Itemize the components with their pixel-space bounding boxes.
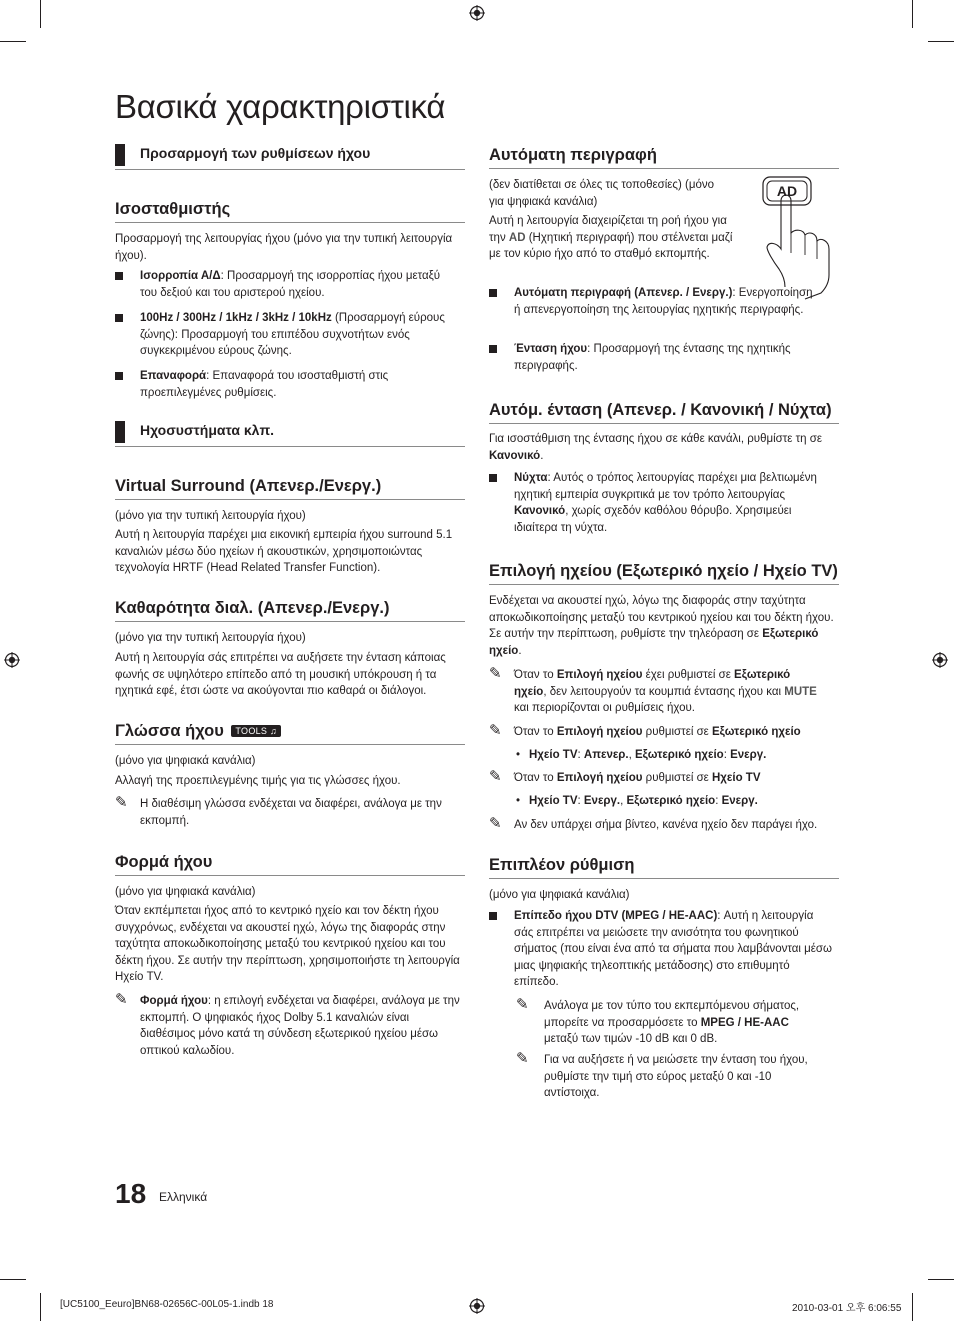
note-pencil-icon: ✎ (489, 768, 502, 785)
note-bold: Εξωτερικό ηχείο (712, 726, 801, 738)
bullet-dot-icon: • (516, 795, 521, 807)
ad-inline-label: AD (508, 231, 526, 244)
note-pencil-icon: ✎ (489, 815, 502, 832)
subnote: (μόνο για ψηφιακά κανάλια) (115, 886, 256, 898)
note-text: Ανάλογα με τον τύπο του εκπεμπόμενου σήματος, μπορείτε να προσαρμόσετε το (544, 1000, 800, 1029)
bullet-text: : Αυτός ο τρόπος λειτουργίας παρέχει μια βελτιωμένη ηχητική εμπειρία συγκριτικά με τον τρόπο λειτουργίας (514, 472, 817, 501)
dot-text: : (715, 795, 722, 807)
bullet-item (115, 268, 455, 301)
bullet-square-icon (115, 314, 123, 322)
bullet-label: Ένταση ήχου (514, 343, 588, 355)
paragraph-bold: Εξωτερικό ηχείο (489, 628, 819, 657)
note-text: μεταξύ των τιμών -10 dB και 0 dB. (544, 1033, 718, 1045)
registration-mark-icon (932, 652, 948, 668)
note-item (115, 796, 465, 829)
bullet-label: Αυτόματη περιγραφή (Απενερ. / Ενεργ.) (514, 287, 733, 299)
section-title: Ηχοσυστήματα κλπ. (140, 422, 275, 438)
note-bold: Εξωτερικό ηχείο (514, 669, 791, 698)
ad-button-label: AD (776, 183, 798, 199)
page-language: Ελληνικά (159, 1190, 208, 1204)
dot-text: : (723, 749, 731, 761)
section-marker (115, 144, 125, 166)
note-pencil-icon: ✎ (115, 794, 128, 811)
paragraph-text: . (518, 644, 522, 657)
section-title: Προσαρμογή των ρυθμίσεων ήχου (140, 145, 371, 161)
note-item (489, 667, 819, 717)
registration-mark-icon (4, 652, 20, 668)
note-text: Η διαθέσιμη γλώσσα ενδέχεται να διαφέρει, ανάλογα με την εκπομπή. (140, 798, 442, 827)
note-text: : η επιλογή ενδέχεται να διαφέρει, ανάλογα με την εκπομπή. Ο ψηφιακός ήχος Dolby 5.1 καναλιών είναι διαθέσιμος μόνο κατά τη σύνδεση εξωτερικού ηχείου μέσω οπτικού καλωδίου. (140, 995, 460, 1057)
paragraph-text: (Ηχητική περιγραφή) που στέλνεται μαζί με τον κύριο ήχο από το σταθμό εκπομπής. (489, 231, 733, 260)
additional-setting-heading: Επιπλέον ρύθμιση (489, 856, 839, 879)
bullet-label: Επαναφορά (140, 370, 207, 382)
note-label: Φορμά ήχου (140, 995, 208, 1007)
bullet-text: : Αυτή η λειτουργία σάς επιτρέπει να μειώσετε την ανισότητα του φωνητικού σήματος (που είναι ένα από τα σήματα που λαμβάνονται μέσω μιας ψηφιακής τηλεοπτικής μετάδοσης) στο επιθυμητό επίπεδο. (514, 910, 832, 988)
note-text: και περιορίζονται οι ρυθμίσεις ήχου. (514, 702, 695, 714)
note-pencil-icon: ✎ (516, 996, 529, 1013)
audio-language-heading (115, 722, 465, 745)
registration-mark-icon (469, 5, 485, 21)
section-header (115, 424, 465, 447)
heading-text: Γλώσσα ήχου (115, 722, 224, 740)
print-slug-date: 2010-03-01 오후 6:06:55 (792, 1303, 902, 1314)
subnote: (μόνο για την τυπική λειτουργία ήχου) (115, 632, 306, 644)
paragraph (489, 213, 739, 263)
crop-mark (928, 41, 954, 42)
registration-mark-icon (469, 1298, 485, 1314)
dot-bold: Ηχείο TV (529, 749, 578, 761)
audio-format-heading: Φορμά ήχου (115, 853, 465, 876)
bullet-square-icon (115, 372, 123, 380)
bullet-bold: Κανονικό (514, 505, 566, 517)
bullet-item (489, 908, 834, 991)
note-text: Αν δεν υπάρχει σήμα βίντεο, κανένα ηχείο δεν παράγει ήχο. (514, 819, 818, 831)
remote-ad-button-illustration (759, 171, 839, 301)
paragraph-text: Για ισοστάθμιση της έντασης ήχου σε κάθε κανάλι, ρυθμίστε τη σε (489, 433, 822, 445)
bullet-item (115, 368, 455, 401)
bullet-text: , χωρίς σχεδόν καθόλου θόρυβο. Χρησιμεύει ιδιαίτερα τη νύχτα. (514, 505, 792, 534)
paragraph-text: Ενδέχεται να ακουστεί ηχώ, λόγω της διαφοράς στην ταχύτητα αποκωδικοποίησης μεταξύ του κεντρικού ηχείου και του δέκτη ήχου. Σε αυτήν την περίπτωση, ρυθμίστε την τηλεόραση σε (489, 595, 834, 640)
bullet-dot-icon: • (516, 749, 521, 761)
dot-text: , (620, 795, 627, 807)
crop-mark (912, 0, 913, 28)
auto-volume-heading: Αυτόμ. ένταση (Απενερ. / Κανονική / Νύχτα) (489, 401, 839, 424)
paragraph: Αυτή η λειτουργία σάς επιτρέπει να αυξήσετε την ένταση κάποιας φωνής σε υψηλότερο επίπεδο από τη μουσική υπόκρουση ή τα ηχητικά εφέ, έτσι ώστε να ακούγονται πιο καθαρά οι διάλογοι. (115, 652, 446, 697)
paragraph: Αλλαγή της προεπιλεγμένης τιμής για τις γλώσσες ήχου. (115, 775, 401, 787)
dot-bold: Εξωτερικό ηχείο (626, 795, 716, 807)
dot-bold: Απενερ. (583, 749, 629, 761)
tools-label: TOOLS (235, 726, 268, 736)
bullet-square-icon (115, 272, 123, 280)
note-text: Όταν το (514, 669, 557, 681)
dot-item (489, 747, 839, 764)
note-item (516, 998, 816, 1048)
note-item (489, 770, 839, 787)
bullet-item (489, 470, 834, 536)
subnote: (δεν διατίθεται σε όλες τις τοποθεσίες) (μόνο για ψηφιακά κανάλια) (489, 179, 714, 208)
note-bold: MPEG / HE-AAC (700, 1016, 789, 1029)
bullet-item (489, 285, 813, 318)
paragraph-text: . (540, 449, 544, 462)
note-item (115, 993, 465, 1059)
dot-item (489, 793, 839, 810)
note-text: , δεν λειτουργούν τα κουμπιά έντασης ήχου και (543, 685, 785, 698)
note-item (489, 817, 844, 834)
dot-text: , (628, 749, 636, 761)
paragraph (489, 431, 839, 464)
crop-mark (0, 41, 26, 42)
dot-bold: Ενεργ. (730, 749, 767, 761)
dot-bold: Ενεργ. (721, 795, 758, 807)
note-text: Όταν το (514, 726, 557, 738)
bullet-label: Ισορροπία Α/Δ (140, 270, 221, 282)
subnote: (μόνο για ψηφιακά κανάλια) (489, 889, 630, 901)
audio-description-heading: Αυτόματη περιγραφή (489, 146, 839, 169)
crop-mark (0, 1279, 26, 1280)
crop-mark (928, 1279, 954, 1280)
paragraph (489, 593, 834, 659)
paragraph-text: Αυτή η λειτουργία διαχειρίζεται τη ροή ήχου για την (489, 215, 727, 244)
paragraph-bold: Κανονικό (489, 449, 541, 462)
mute-label: MUTE (784, 685, 817, 698)
crop-mark (912, 1293, 913, 1321)
bullet-item (115, 310, 460, 360)
dot-text: : (577, 795, 584, 807)
section-marker (115, 421, 125, 443)
speaker-select-heading: Επιλογή ηχείου (Εξωτερικό ηχείο / Ηχείο TV) (489, 562, 839, 585)
note-bold: Επιλογή ηχείου (556, 772, 643, 784)
virtual-surround-heading: Virtual Surround (Απενερ./Ενεργ.) (115, 477, 465, 500)
bullet-square-icon (489, 474, 497, 482)
bullet-label: 100Hz / 300Hz / 1kHz / 3kHz / 10kHz (140, 312, 332, 324)
note-text: ρυθμιστεί σε (642, 772, 712, 784)
equalizer-intro: Προσαρμογή της λειτουργίας ήχου (μόνο για την τυπική λειτουργία ήχου). (115, 233, 453, 262)
page-title: Βασικά χαρακτηριστικά (115, 88, 446, 125)
bullet-text: (Προσαρμογή εύρους ζώνης): Προσαρμογή του επιπέδου συχνοτήτων ενός συγκεκριμένου εύρους ζώνης. (140, 312, 445, 357)
dot-bold: Ηχείο TV (529, 795, 578, 807)
bullet-square-icon (489, 345, 497, 353)
note-bold: Επιλογή ηχείου (556, 669, 643, 681)
note-pencil-icon: ✎ (489, 722, 502, 739)
print-slug-file: [UC5100_Eeuro]BN68-02656C-00L05-1.indb 18 (60, 1299, 274, 1310)
note-text: Όταν το (514, 772, 557, 784)
tools-badge-icon: TOOLS ♫ (231, 725, 281, 737)
note-bold: Ηχείο TV (712, 772, 761, 784)
bullet-text: : Επαναφορά του ισοσταθμιστή στις προεπιλεγμένες ρυθμίσεις. (140, 370, 389, 399)
note-text: έχει ρυθμιστεί σε (642, 669, 735, 681)
note-bold: Επιλογή ηχείου (556, 726, 643, 738)
bullet-text: : Προσαρμογή της ισορροπίας ήχου μεταξύ του δεξιού και του αριστερού ηχείου. (140, 270, 441, 299)
paragraph: Όταν εκπέμπεται ήχος από το κεντρικό ηχείο και τον δέκτη ήχου συγχρόνως, ενδέχεται να ακουστεί ηχώ, λόγω της διαφοράς στην ταχύτητα αποκωδικοποίησης μεταξύ του κεντρικού ηχείου και του δέκτη ήχου. Σε αυτήν την περίπτωση, χρησιμοποιήστε τη λειτουργία Ηχείο TV. (115, 905, 460, 983)
subnote: (μόνο για την τυπική λειτουργία ήχου) (115, 510, 306, 522)
note-item (489, 724, 839, 741)
paragraph: Αυτή η λειτουργία παρέχει μια εικονική εμπειρία ήχου surround 5.1 καναλιών μέσω δύο ηχείων ή ακουστικών, χρησιμοποιώντας τεχνολογία HRTF (Head Related Transfer Function). (115, 529, 453, 574)
note-pencil-icon: ✎ (489, 665, 502, 682)
note-text: Για να αυξήσετε ή να μειώσετε την ένταση του ήχου, ρυθμίστε την τιμή στο εύρος μεταξύ 0 και -10 αντίστοιχα. (544, 1054, 808, 1099)
page-number: 18 (115, 1178, 147, 1209)
note-pencil-icon: ✎ (115, 991, 128, 1008)
equalizer-heading: Ισοσταθμιστής (115, 200, 465, 223)
crop-mark (40, 0, 41, 28)
bullet-square-icon (489, 912, 497, 920)
note-item (516, 1052, 816, 1102)
dot-bold: Εξωτερικό ηχείο (635, 749, 724, 761)
section-header (115, 147, 465, 170)
bullet-square-icon (489, 289, 497, 297)
bullet-label: Νύχτα (514, 472, 548, 484)
subnote: (μόνο για ψηφιακά κανάλια) (115, 755, 256, 767)
bullet-text: : Προσαρμογή της έντασης της ηχητικής περιγραφής. (514, 343, 791, 372)
bullet-text: : Ενεργοποίηση ή απενεργοποίηση της λειτουργίας ηχητικής περιγραφής. (514, 287, 813, 316)
dialog-clarity-heading: Καθαρότητα διαλ. (Απενερ./Ενεργ.) (115, 599, 465, 622)
dot-bold: Ενεργ. (583, 795, 621, 807)
bullet-label: Επίπεδο ήχου DTV (MPEG / HE-AAC) (514, 910, 718, 922)
dot-text: : (577, 749, 584, 761)
note-pencil-icon: ✎ (516, 1050, 529, 1067)
bullet-item (489, 341, 809, 374)
note-text: ρυθμιστεί σε (642, 726, 712, 738)
crop-mark (40, 1293, 41, 1321)
